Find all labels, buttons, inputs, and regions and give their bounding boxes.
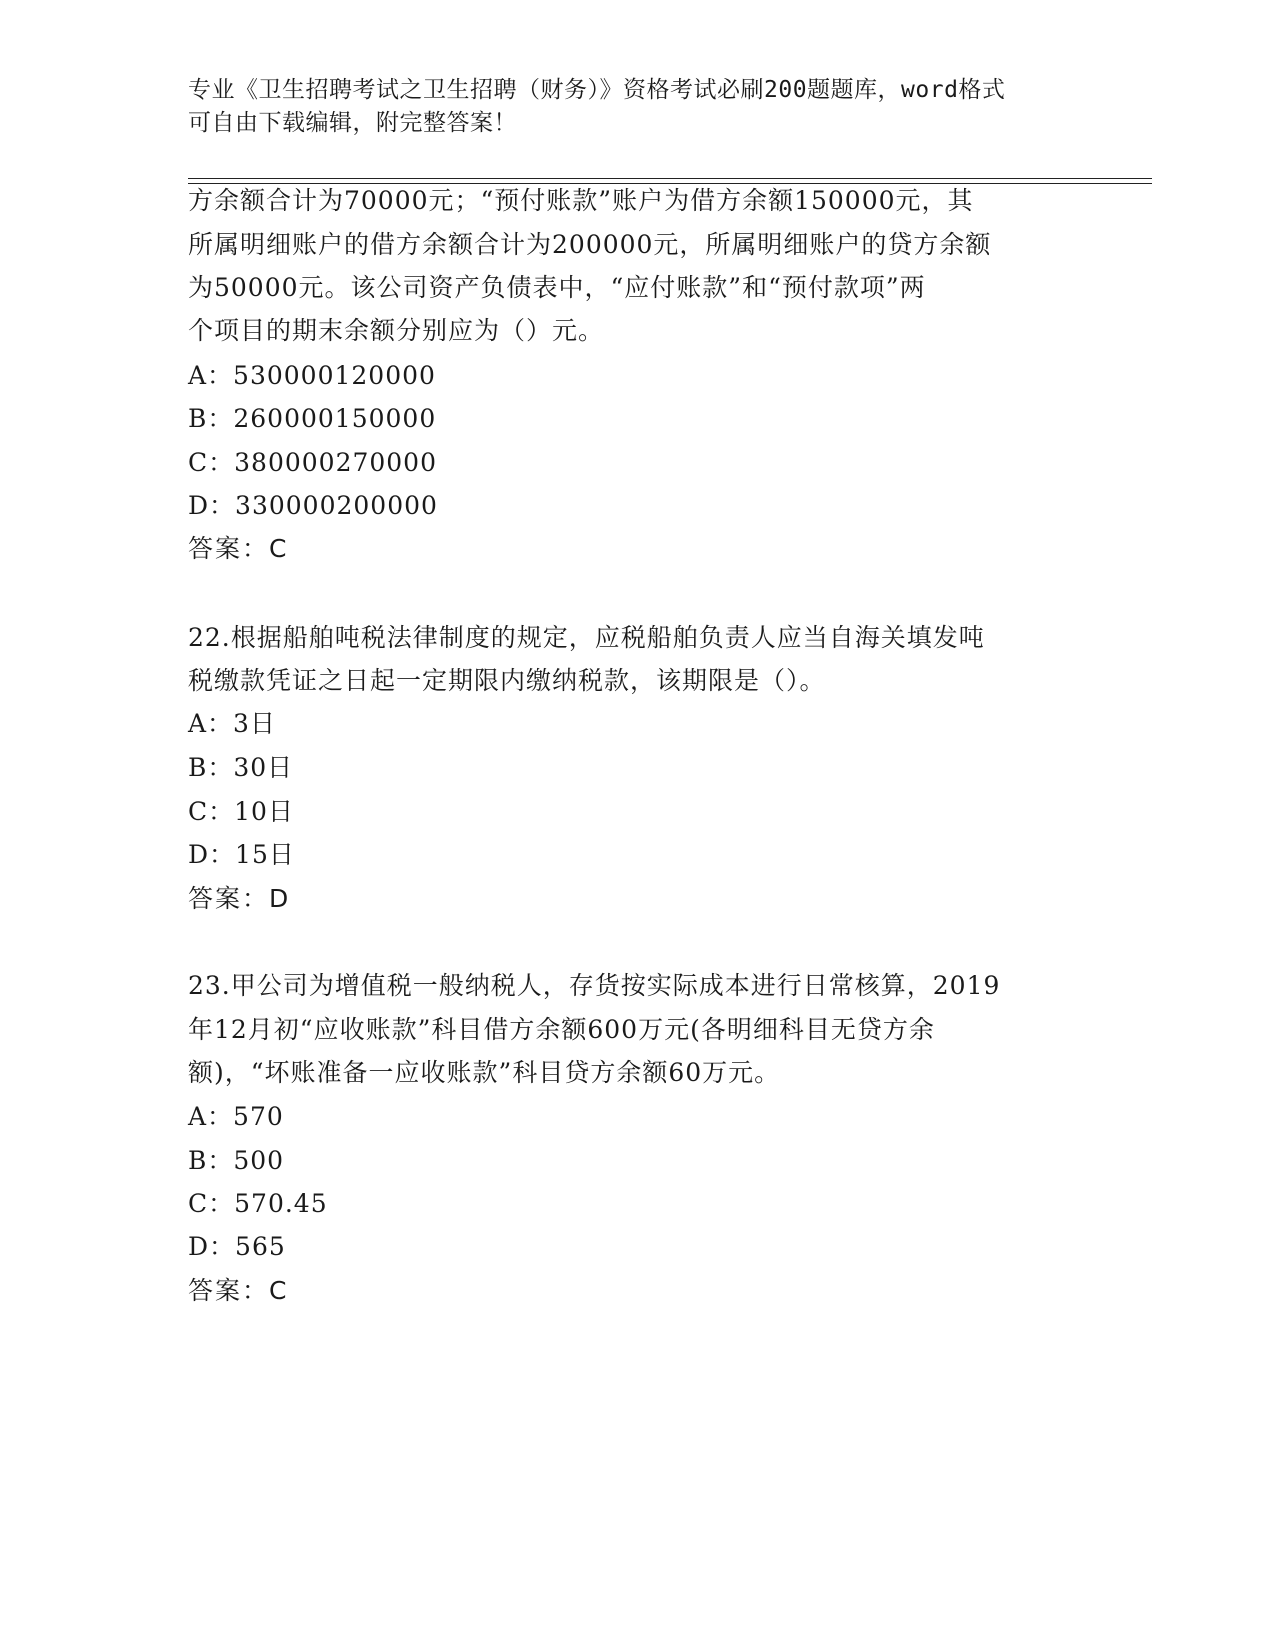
q21-stem-line: 个项目的期末余额分别应为（）元。 [188,316,605,345]
q23-option-a: A：570 [188,1102,284,1131]
q22-stem-line: 22.根据船舶吨税法律制度的规定，应税船舶负责人应当自海关填发吨 [188,623,985,652]
q21-answer: 答案：C [188,534,289,563]
header-title-line-2: 可自由下载编辑，附完整答案！ [188,110,517,136]
q23-answer: 答案：C [188,1276,289,1305]
q22-option-d: D：15日 [188,840,295,869]
q22-option-a: A：3日 [188,709,276,738]
q21-stem-line: 为50000元。该公司资产负债表中，“应付账款”和“预付款项”两 [188,273,926,302]
q21-stem-line: 方余额合计为70000元；“预付账款”账户为借方余额150000元，其 [188,186,974,215]
header-divider-top [188,178,1152,179]
q22-option-b: B：30日 [188,753,294,782]
document-header [188,74,1088,140]
q21-option-c: C：380000270000 [188,448,437,477]
q21-option-a: A：530000120000 [188,361,436,390]
header-title-line-1: 专业《卫生招聘考试之卫生招聘（财务）》资格考试必刷200题题库，word格式 [188,77,1006,103]
q23-stem-line: 额)，“坏账准备一应收账款”科目贷方余额60万元。 [188,1058,781,1087]
header-divider-bottom [188,183,1152,184]
q23-stem-line: 年12月初“应收账款”科目借方余额600万元(各明细科目无贷方余 [188,1015,935,1044]
q21-option-b: B：260000150000 [188,404,437,433]
q21-stem-line: 所属明细账户的借方余额合计为200000元，所属明细账户的贷方余额 [188,230,992,259]
q21-option-d: D：330000200000 [188,491,438,520]
q22-option-c: C：10日 [188,797,294,826]
q23-option-c: C：570.45 [188,1189,328,1218]
q22-answer: 答案：D [188,884,291,913]
q23-stem-line: 23.甲公司为增值税一般纳税人，存货按实际成本进行日常核算，2019 [188,971,1001,1000]
q23-option-d: D：565 [188,1232,286,1261]
q22-stem-line: 税缴款凭证之日起一定期限内缴纳税款，该期限是（）。 [188,666,826,695]
q23-option-b: B：500 [188,1146,285,1175]
